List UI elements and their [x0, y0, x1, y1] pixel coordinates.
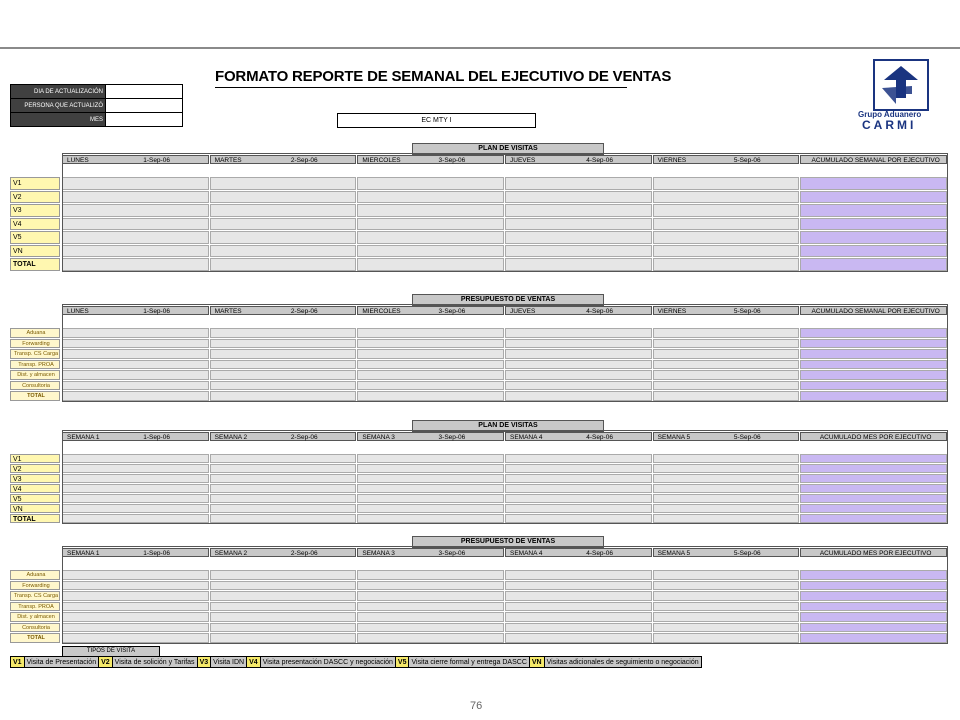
row-label: V3 [10, 204, 60, 217]
period-date: 4-Sep-06 [586, 550, 613, 557]
row-label: V5 [10, 494, 60, 503]
period-header: LUNES [62, 155, 209, 164]
legend-desc: Visita cierre formal y entrega DASCC [409, 657, 529, 668]
row-label: Consultoria [10, 381, 60, 391]
legend-desc: Visita de Presentación [24, 657, 99, 668]
row-label: Aduana [10, 328, 60, 338]
period-date: 5-Sep-06 [733, 157, 761, 164]
section-frame [62, 153, 948, 272]
acum-header: ACUMULADO SEMANAL POR EJECUTIVO [800, 155, 947, 164]
section-title: PLAN DE VISITAS [412, 420, 604, 432]
info-value[interactable] [106, 113, 183, 127]
legend-key: V5 [395, 657, 409, 668]
legend-key: V2 [99, 657, 113, 668]
row-label: Consultoria [10, 623, 60, 633]
row-label: Transp. CS Carga [10, 349, 60, 359]
period-date: 3-Sep-06 [438, 434, 466, 441]
row-label: TOTAL [10, 633, 60, 643]
period-date: 2-Sep-06 [290, 308, 318, 315]
legend-key: V3 [197, 657, 211, 668]
period-header: SEMANA 4 [505, 548, 652, 557]
info-label: MES [11, 113, 106, 127]
period-header: SEMANA 2 [210, 548, 357, 557]
section-frame [62, 304, 948, 402]
period-header: SEMANA 3 [357, 548, 504, 557]
acum-header: ACUMULADO MES POR EJECUTIVO [800, 548, 947, 557]
row-label: V1 [10, 454, 60, 463]
section-title: PLAN DE VISITAS [412, 143, 604, 155]
page-number: 76 [470, 700, 483, 712]
row-label: Aduana [10, 570, 60, 580]
row-label: TOTAL [10, 258, 60, 271]
period-date: 5-Sep-06 [733, 434, 761, 441]
row-label: V2 [10, 464, 60, 473]
row-label: Forwarding [10, 339, 60, 349]
info-label: DIA DE ACTUALIZACIÓN [11, 85, 106, 99]
legend-key: V1 [11, 657, 25, 668]
row-label: Transp. PROA [10, 360, 60, 370]
row-label: V1 [10, 177, 60, 190]
period-header: SEMANA 5 [653, 432, 800, 441]
period-header: VIERNES [653, 155, 800, 164]
acum-header: ACUMULADO SEMANAL POR EJECUTIVO [800, 306, 947, 315]
period-header: VIERNES [653, 306, 800, 315]
period-header: LUNES [62, 306, 209, 315]
legend-title: TIPOS DE VISITA [62, 646, 160, 657]
period-date: 1-Sep-06 [143, 157, 170, 164]
period-header: MARTES [210, 155, 357, 164]
period-header: SEMANA 4 [505, 432, 652, 441]
period-header: SEMANA 1 [62, 432, 209, 441]
period-header: SEMANA 1 [62, 548, 209, 557]
acum-header: ACUMULADO MES POR EJECUTIVO [800, 432, 947, 441]
legend-desc: Visita de solición y Tarifas [112, 657, 197, 668]
row-label: VN [10, 504, 60, 513]
info-value[interactable] [106, 99, 183, 113]
period-date: 5-Sep-06 [733, 550, 761, 557]
row-label: V5 [10, 231, 60, 244]
period-date: 4-Sep-06 [586, 157, 613, 164]
period-date: 4-Sep-06 [586, 434, 613, 441]
period-date: 1-Sep-06 [143, 550, 170, 557]
row-label: VN [10, 245, 60, 258]
period-header: JUEVES [505, 306, 652, 315]
period-header: SEMANA 5 [653, 548, 800, 557]
row-label: V4 [10, 218, 60, 231]
row-label: V2 [10, 191, 60, 204]
period-date: 2-Sep-06 [290, 550, 318, 557]
row-label: Forwarding [10, 581, 60, 591]
period-date: 4-Sep-06 [586, 308, 613, 315]
period-header: MIERCOLES [357, 155, 504, 164]
period-date: 3-Sep-06 [438, 550, 466, 557]
title-underline [215, 87, 627, 88]
info-label: PERSONA QUE ACTUALIZÓ [11, 99, 106, 113]
section-title: PRESUPUESTO DE VENTAS [412, 294, 604, 306]
row-label: TOTAL [10, 514, 60, 523]
logo-line1: Grupo Aduanero [858, 110, 922, 119]
legend-desc: Visita presentación DASCC y negociación [260, 657, 395, 668]
row-label: Transp. PROA [10, 602, 60, 612]
period-date: 3-Sep-06 [438, 157, 466, 164]
period-date: 1-Sep-06 [143, 308, 170, 315]
section-title: PRESUPUESTO DE VENTAS [412, 536, 604, 548]
period-date: 5-Sep-06 [733, 308, 761, 315]
period-date: 2-Sep-06 [290, 434, 318, 441]
section-frame [62, 430, 948, 524]
info-value[interactable] [106, 85, 183, 99]
logo-line2: CARMI [862, 118, 917, 132]
row-label: Dist. y almacen [10, 612, 60, 622]
row-label: Transp. CS Carga [10, 591, 60, 601]
period-header: SEMANA 2 [210, 432, 357, 441]
row-label: Dist. y almacen [10, 370, 60, 380]
period-header: MIERCOLES [357, 306, 504, 315]
section-frame [62, 546, 948, 644]
visit-type-legend [10, 656, 702, 668]
legend-desc: Visitas adicionales de seguimiento o negociación [544, 657, 701, 668]
row-label: V4 [10, 484, 60, 493]
period-header: MARTES [210, 306, 357, 315]
period-date: 1-Sep-06 [143, 434, 170, 441]
row-label: V3 [10, 474, 60, 483]
ec-box: EC MTY I [337, 113, 536, 128]
period-header: SEMANA 3 [357, 432, 504, 441]
top-rule [0, 47, 960, 49]
period-date: 2-Sep-06 [290, 157, 318, 164]
legend-key: VN [529, 657, 544, 668]
period-date: 3-Sep-06 [438, 308, 466, 315]
info-table [10, 84, 183, 127]
row-label: TOTAL [10, 391, 60, 401]
report-title: FORMATO REPORTE DE SEMANAL DEL EJECUTIVO DE VENTAS [215, 68, 672, 85]
legend-key: V4 [247, 657, 261, 668]
period-header: JUEVES [505, 155, 652, 164]
legend-desc: Visita IDN [211, 657, 247, 668]
